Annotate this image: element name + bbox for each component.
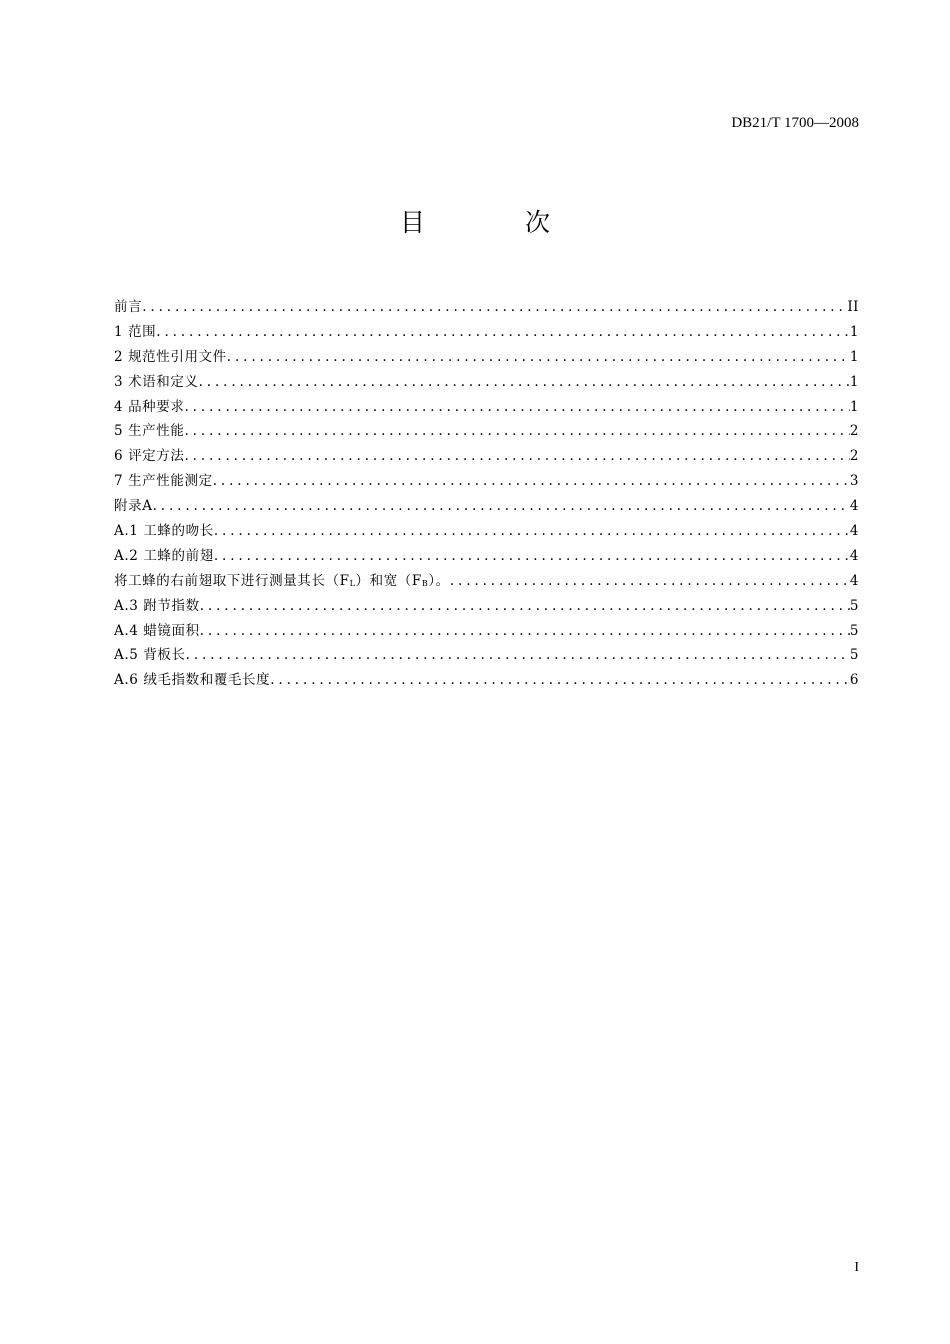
toc-entry-label-part: ）和宽（F <box>355 572 422 589</box>
toc-entry-performance-measurement[interactable] <box>114 469 859 494</box>
toc-dot-leader <box>450 569 850 594</box>
toc-entry-production-performance[interactable] <box>114 419 859 444</box>
toc-entry-a1-proboscis-length[interactable] <box>114 519 859 544</box>
toc-entry-forewing-measurement[interactable] <box>114 569 859 594</box>
toc-entry-label: 5 生产性能 <box>114 423 185 440</box>
toc-dot-leader <box>270 668 850 693</box>
subscript-l: L <box>349 578 356 588</box>
toc-entry-label: 2 规范性引用文件 <box>114 348 227 365</box>
toc-dot-leader <box>214 544 850 569</box>
toc-entry-variety-requirements[interactable] <box>114 395 859 420</box>
toc-entry-a2-forewing[interactable] <box>114 544 859 569</box>
toc-entry-label: A.1 工蜂的吻长 <box>114 523 214 540</box>
toc-page-number: 4 <box>849 572 859 589</box>
toc-page-number: 6 <box>849 672 859 689</box>
toc-page-number: 1 <box>849 323 859 340</box>
toc-page-number: II <box>847 299 859 315</box>
toc-entry-label: 1 范围 <box>114 323 157 340</box>
toc-entry-a3-tarsal-index[interactable] <box>114 594 859 619</box>
toc-page-number: 1 <box>849 373 859 390</box>
toc-entry-label: 6 评定方法 <box>114 448 185 465</box>
subscript-b: B <box>421 578 429 588</box>
toc-page-number: 2 <box>849 423 859 440</box>
toc-entry-label: 4 品种要求 <box>114 398 185 415</box>
toc-dot-leader <box>142 295 847 320</box>
toc-entry-label: 前言 <box>114 299 143 315</box>
toc-entry-label: 附录A <box>114 498 153 515</box>
toc-page-number: 3 <box>849 473 859 490</box>
toc-entry-label <box>114 569 450 594</box>
toc-page-number: 5 <box>849 647 859 664</box>
toc-dot-leader <box>156 320 850 345</box>
toc-entry-evaluation-method[interactable] <box>114 444 859 469</box>
toc-dot-leader <box>184 419 849 444</box>
toc-entry-label: A.4 蜡镜面积 <box>114 622 200 639</box>
toc-entry-a4-wax-mirror-area[interactable] <box>114 619 859 644</box>
toc-page-number: 1 <box>849 398 859 415</box>
toc-page-number: 4 <box>849 547 859 564</box>
toc-entry-label: 7 生产性能测定 <box>114 473 213 490</box>
toc-page-number: 5 <box>849 597 859 614</box>
toc-page-number: 2 <box>849 448 859 465</box>
toc-entry-appendix-a[interactable] <box>114 494 859 519</box>
toc-dot-leader <box>184 444 849 469</box>
toc-dot-leader <box>199 370 850 395</box>
table-of-contents <box>114 295 859 693</box>
toc-dot-leader <box>214 519 850 544</box>
toc-title: 目 次 <box>400 208 596 237</box>
toc-dot-leader <box>200 619 850 644</box>
toc-entry-label: A.3 跗节指数 <box>114 597 200 614</box>
toc-dot-leader <box>200 594 850 619</box>
toc-entry-label: 3 术语和定义 <box>114 373 199 390</box>
toc-entry-a5-tergite-length[interactable] <box>114 643 859 668</box>
toc-entry-label-part: 将工蜂的右前翅取下进行测量其长（F <box>114 572 350 589</box>
toc-page-number: 4 <box>849 523 859 540</box>
toc-dot-leader <box>153 494 850 519</box>
toc-entry-a6-tomentum-index[interactable] <box>114 668 859 693</box>
toc-entry-scope[interactable] <box>114 320 859 345</box>
toc-entry-foreword[interactable] <box>114 295 859 320</box>
toc-page-number: 5 <box>849 622 859 639</box>
toc-dot-leader <box>213 469 850 494</box>
toc-entry-label-part: ）。 <box>428 572 450 589</box>
toc-dot-leader <box>227 345 850 370</box>
toc-entry-label: A.2 工蜂的前翅 <box>114 547 214 564</box>
toc-entry-label: A.6 绒毛指数和覆毛长度 <box>114 672 271 689</box>
toc-page-number: 4 <box>849 498 859 515</box>
toc-page-number: 1 <box>849 348 859 365</box>
page-number: I <box>854 1260 859 1275</box>
toc-dot-leader <box>184 395 849 420</box>
document-code: DB21/T 1700—2008 <box>731 115 859 131</box>
toc-entry-terms-definitions[interactable] <box>114 370 859 395</box>
toc-entry-label: A.5 背板长 <box>114 647 186 664</box>
toc-dot-leader <box>186 643 850 668</box>
toc-entry-normative-references[interactable] <box>114 345 859 370</box>
